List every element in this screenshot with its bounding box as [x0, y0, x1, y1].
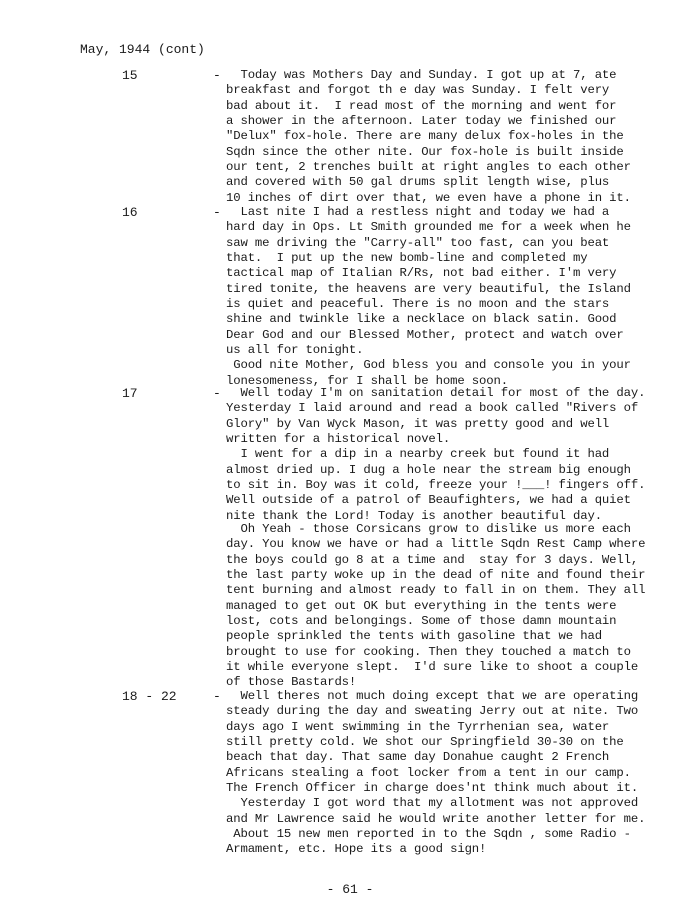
entry-paragraph	[226, 386, 646, 524]
text-line: "Delux" fox-hole. There are many delux fox-holes in the	[226, 129, 624, 144]
text-line: tent burning and almost ready to fall in on them. They all	[226, 583, 646, 598]
text-line: Yesterday I laid around and read a book called "Rivers of	[226, 401, 639, 416]
text-line: tactical map of Italian R/Rs, not bad either. I'm very	[226, 266, 617, 281]
text-line: to sit in. Boy was it cold, freeze your !___! fingers off.	[226, 478, 646, 493]
entry-dash: -	[213, 386, 221, 401]
text-line: a shower in the afternoon. Later today we finished our	[226, 114, 617, 129]
entry-paragraph	[226, 68, 638, 206]
entry-paragraph	[226, 689, 646, 858]
text-line: of those Bastards!	[226, 675, 357, 690]
text-line: lost, cots and belongings. Some of those damn mountain	[226, 614, 617, 629]
text-line: Today was Mothers Day and Sunday. I got up at 7, ate	[226, 68, 617, 82]
text-line: Armament, etc. Hope its a good sign!	[226, 842, 487, 857]
text-line: Well theres not much doing except that we are operating	[226, 689, 639, 703]
text-line: the last party woke up in the dead of nite and found their	[226, 568, 646, 583]
text-line: Last nite I had a restless night and today we had a	[226, 205, 610, 219]
text-line: Good nite Mother, God bless you and console you in your	[226, 358, 631, 373]
text-line: days ago I went swimming in the Tyrrhenian sea, water	[226, 719, 610, 734]
entry-dash: -	[213, 68, 221, 83]
entry-date: 17	[122, 386, 138, 401]
page-header: May, 1944 (cont)	[80, 42, 205, 57]
text-line: breakfast and forgot th e day was Sunday. I felt very	[226, 83, 610, 98]
text-line: and Mr Lawrence said he would write another letter for me.	[226, 811, 646, 826]
entry-paragraph	[226, 205, 638, 389]
text-line: About 15 new men reported in to the Sqdn , some Radio -	[226, 827, 631, 842]
text-line: managed to get out OK but everything in the tents were	[226, 598, 617, 613]
entry-dash: -	[213, 205, 221, 220]
text-line: shine and twinkle like a necklace on black satin. Good	[226, 312, 617, 327]
text-line: our tent, 2 trenches built at right angles to each other	[226, 160, 631, 175]
text-line: the boys could go 8 at a time and stay for 3 days. Well,	[226, 552, 639, 567]
text-line: written for a historical novel.	[226, 432, 451, 447]
text-line: brought to use for cooking. Then they touched a match to	[226, 644, 631, 659]
text-line: Dear God and our Blessed Mother, protect and watch over	[226, 327, 624, 342]
text-line: still pretty cold. We shot our Springfield 30-30 on the	[226, 735, 624, 750]
text-line: Well today I'm on sanitation detail for most of the day.	[226, 386, 646, 400]
text-line: is quiet and peaceful. There is no moon and the stars	[226, 297, 610, 312]
entry-date: 15	[122, 68, 138, 83]
text-line: Well outside of a patrol of Beaufighters, we had a quiet	[226, 493, 631, 508]
text-line: steady during the day and sweating Jerry out at nite. Two	[226, 704, 639, 719]
text-line: people sprinkled the tents with gasoline that we had	[226, 629, 602, 644]
text-line: us all for tonight.	[226, 343, 364, 358]
text-line: lonesomeness, for I shall be home soon.	[226, 373, 508, 388]
entry-date: 16	[122, 205, 138, 220]
text-line: and covered with 50 gal drums split length wise, plus	[226, 175, 610, 190]
text-line: Glory" by Van Wyck Mason, it was pretty good and well	[226, 416, 610, 431]
text-line: nite thank the Lord! Today is another beautiful day.	[226, 508, 602, 523]
entry-paragraph	[226, 522, 646, 691]
text-line: Oh Yeah - those Corsicans grow to dislike us more each	[226, 522, 631, 536]
text-line: saw me driving the "Carry-all" too fast, can you beat	[226, 235, 610, 250]
text-line: hard day in Ops. Lt Smith grounded me for a week when he	[226, 220, 631, 235]
page-number: - 61 -	[326, 882, 374, 897]
text-line: Yesterday I got word that my allotment was not approved	[226, 796, 639, 811]
text-line: I went for a dip in a nearby creek but found it had	[226, 447, 610, 462]
text-line: Sqdn since the other nite. Our fox-hole is built inside	[226, 144, 624, 159]
text-line: day. You know we have or had a little Sqdn Rest Camp where	[226, 537, 646, 552]
text-line: that. I put up the new bomb-line and completed my	[226, 251, 588, 266]
entry-date: 18 - 22	[122, 689, 177, 704]
text-line: tired tonite, the heavens are very beautiful, the Island	[226, 281, 631, 296]
text-line: 10 inches of dirt over that, we even have a phone in it.	[226, 190, 631, 205]
text-line: bad about it. I read most of the morning and went for	[226, 98, 617, 113]
text-line: Africans stealing a foot locker from a tent in our camp.	[226, 765, 631, 780]
text-line: The French Officer in charge does'nt think much about it.	[226, 781, 639, 796]
text-line: it while everyone slept. I'd sure like to shoot a couple	[226, 660, 639, 675]
text-line: beach that day. That same day Donahue caught 2 French	[226, 750, 610, 765]
entry-dash: -	[213, 689, 221, 704]
text-line: almost dried up. I dug a hole near the stream big enough	[226, 462, 631, 477]
